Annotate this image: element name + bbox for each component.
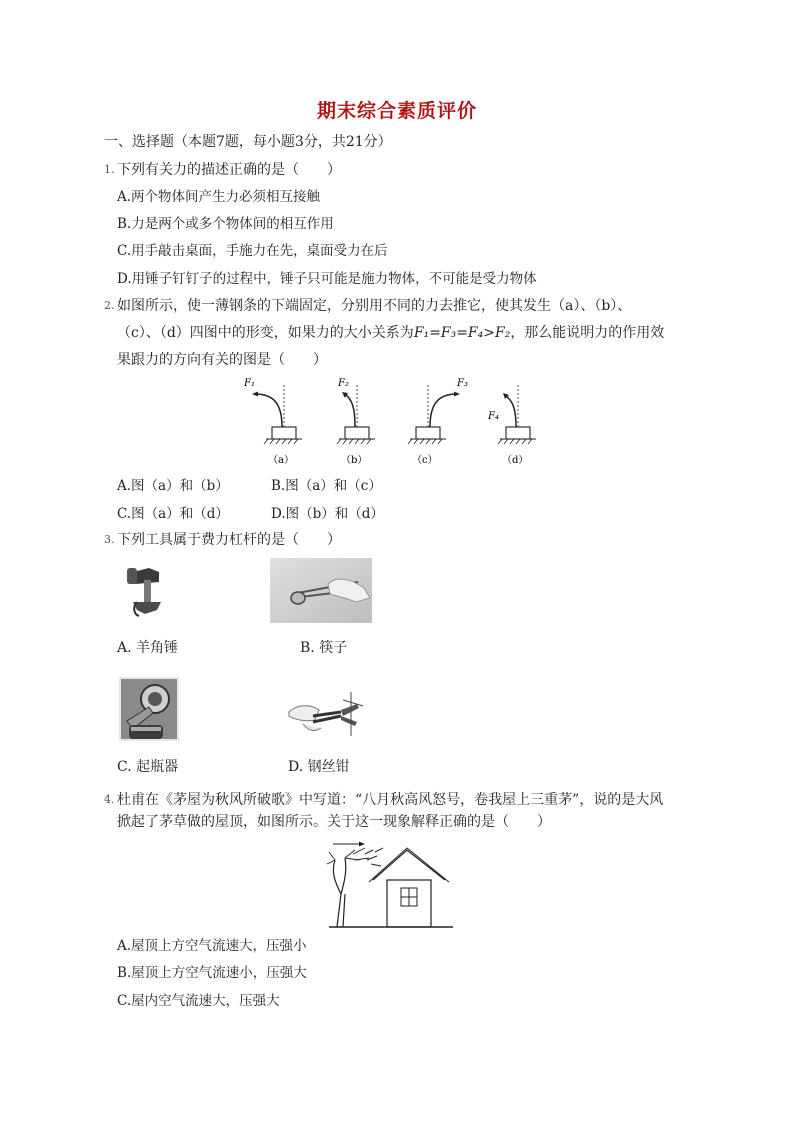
- claw-hammer-image: [119, 558, 181, 620]
- option-c: C.用手敲击桌面，手施力在先，桌面受力在后: [117, 243, 388, 259]
- figure-label: （b）: [341, 455, 368, 466]
- question-stem-line2: 掀起了茅草做的屋顶，如图所示。关于这一现象解释正确的是（ ）: [117, 814, 551, 830]
- section-heading: 一、选择题（本题7题，每小题3分，共21分）: [104, 134, 392, 150]
- wire-pliers-image: [285, 686, 365, 742]
- question-number: 3.: [104, 533, 115, 546]
- option-c-label: C. 起瓶器: [117, 759, 179, 775]
- option-a: A.图（a）和（b）: [117, 478, 229, 494]
- cottage-wind-figure: [325, 836, 455, 932]
- force-label: F₄: [488, 411, 499, 422]
- steel-strip-figure: [230, 372, 550, 472]
- question-stem-line2: [117, 323, 664, 343]
- stem-text: （c）、（d）四图中的形变，如果力的大小关系为: [117, 325, 414, 341]
- option-b-label: B. 筷子: [300, 640, 348, 656]
- figure-d: [487, 384, 536, 466]
- option-d-label: D. 钢丝钳: [288, 759, 350, 775]
- figure-label: （d）: [502, 455, 529, 466]
- option-d: D.用锤子钉钉子的过程中，锤子只可能是施力物体，不可能是受力物体: [117, 271, 537, 287]
- chopsticks-image: [270, 558, 372, 623]
- figure-a: [243, 378, 302, 466]
- option-b: B.屋顶上方空气流速小，压强大: [117, 965, 307, 981]
- stem-text: ，那么能说明力的作用效: [510, 325, 665, 341]
- question-number: 2.: [104, 299, 115, 312]
- force-label: F₃: [457, 378, 468, 389]
- option-a: A.屋顶上方空气流速大，压强小: [117, 938, 307, 954]
- page-title: 期末综合素质评价: [316, 100, 477, 122]
- figure-label: （a）: [268, 455, 294, 466]
- figure-label: （c）: [412, 455, 438, 466]
- option-b: B.图（a）和（c）: [271, 478, 382, 494]
- figure-b: [337, 378, 375, 466]
- bottle-opener-image: [119, 677, 179, 741]
- question-number: 4.: [104, 793, 115, 806]
- question-stem-line1: 杜甫在《茅屋为秋风所破歌》中写道：“八月秋高风怒号，卷我屋上三重茅”，说的是大风: [117, 792, 664, 808]
- question-stem: 下列工具属于费力杠杆的是（ ）: [117, 532, 341, 548]
- option-c: C.图（a）和（d）: [117, 506, 229, 522]
- option-d: D.图（b）和（d）: [271, 506, 384, 522]
- option-a-label: A. 羊角锤: [117, 640, 179, 656]
- figure-c: [408, 378, 468, 466]
- question-stem: 下列有关力的描述正确的是（ ）: [117, 162, 341, 178]
- question-number: 1.: [104, 163, 115, 176]
- force-relation: F₁=F₃=F₄>F₂: [413, 325, 511, 341]
- option-c: C.屋内空气流速大，压强大: [117, 993, 280, 1009]
- force-label: F₁: [244, 378, 255, 389]
- force-label: F₂: [338, 378, 349, 389]
- option-a: A.两个物体间产生力必须相互接触: [117, 189, 321, 205]
- question-stem-line3: 果跟力的方向有关的图是（ ）: [117, 352, 327, 368]
- option-b: B.力是两个或多个物体间的相互作用: [117, 216, 334, 232]
- question-stem-line1: 如图所示，使一薄钢条的下端固定，分别用不同的力去推它，使其发生（a）、（b）、: [117, 298, 632, 314]
